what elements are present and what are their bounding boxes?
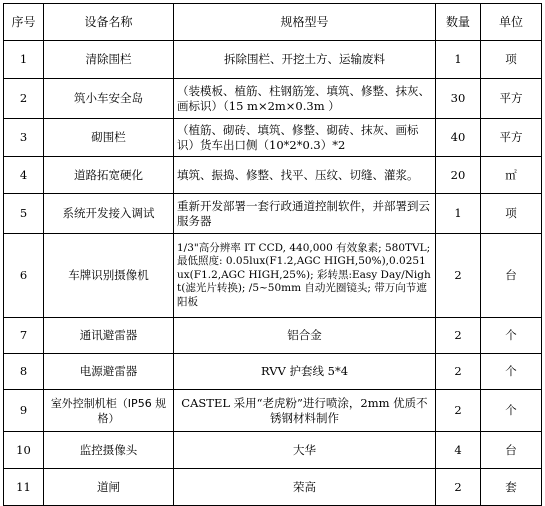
table-row bbox=[4, 318, 542, 354]
row-spec: 荣高 bbox=[174, 469, 436, 506]
row-qty: 40 bbox=[436, 119, 481, 157]
row-name: 监控摄像头 bbox=[44, 432, 174, 469]
row-spec: CASTEL 采用“老虎粉”进行喷涂，2mm 优质不锈钢材料制作 bbox=[174, 390, 436, 432]
row-qty: 20 bbox=[436, 157, 481, 194]
row-index: 10 bbox=[4, 432, 44, 469]
row-unit: 个 bbox=[481, 354, 542, 390]
row-name: 道路拓宽硬化 bbox=[44, 157, 174, 194]
row-name: 电源避雷器 bbox=[44, 354, 174, 390]
row-spec: （装模板、植筋、柱钢筋笼、填筑、修整、抹灰、画标识）（15 m×2m×0.3m ） bbox=[174, 79, 436, 119]
equipment-table-container bbox=[3, 3, 542, 506]
row-qty: 30 bbox=[436, 79, 481, 119]
table-row bbox=[4, 432, 542, 469]
row-qty: 2 bbox=[436, 354, 481, 390]
table-header-row bbox=[4, 4, 542, 41]
row-index: 11 bbox=[4, 469, 44, 506]
row-index: 2 bbox=[4, 79, 44, 119]
row-qty: 4 bbox=[436, 432, 481, 469]
row-qty: 2 bbox=[436, 390, 481, 432]
row-qty: 2 bbox=[436, 234, 481, 318]
row-unit: 项 bbox=[481, 194, 542, 234]
row-qty: 2 bbox=[436, 318, 481, 354]
row-spec: 填筑、振捣、修整、找平、压纹、切缝、灌浆。 bbox=[174, 157, 436, 194]
header-qty: 数量 bbox=[436, 4, 481, 41]
table-row bbox=[4, 390, 542, 432]
row-index: 4 bbox=[4, 157, 44, 194]
row-unit: 个 bbox=[481, 390, 542, 432]
row-unit: 个 bbox=[481, 318, 542, 354]
row-name: 通讯避雷器 bbox=[44, 318, 174, 354]
row-index: 7 bbox=[4, 318, 44, 354]
row-index: 6 bbox=[4, 234, 44, 318]
row-name: 道闸 bbox=[44, 469, 174, 506]
row-name: 砌围栏 bbox=[44, 119, 174, 157]
row-spec: 拆除围栏、开挖土方、运输废料 bbox=[174, 41, 436, 79]
row-unit: 套 bbox=[481, 469, 542, 506]
row-spec: 铝合金 bbox=[174, 318, 436, 354]
row-qty: 2 bbox=[436, 469, 481, 506]
row-spec: （植筋、砌砖、填筑、修整、砌砖、抹灰、画标识）货车出口侧（10*2*0.3）*2 bbox=[174, 119, 436, 157]
row-name: 系统开发接入调试 bbox=[44, 194, 174, 234]
table-row bbox=[4, 119, 542, 157]
table-row bbox=[4, 41, 542, 79]
row-unit: 台 bbox=[481, 432, 542, 469]
row-name: 车牌识别摄像机 bbox=[44, 234, 174, 318]
row-spec: 大华 bbox=[174, 432, 436, 469]
table-row bbox=[4, 79, 542, 119]
row-index: 8 bbox=[4, 354, 44, 390]
row-name: 清除围栏 bbox=[44, 41, 174, 79]
row-unit: 台 bbox=[481, 234, 542, 318]
row-index: 1 bbox=[4, 41, 44, 79]
header-index: 序号 bbox=[4, 4, 44, 41]
row-unit: 平方 bbox=[481, 119, 542, 157]
row-qty: 1 bbox=[436, 194, 481, 234]
table-row bbox=[4, 469, 542, 506]
row-index: 9 bbox=[4, 390, 44, 432]
row-name: 室外控制机柜（IP56 规格） bbox=[44, 390, 174, 432]
row-spec: 1/3"高分辨率 IT CCD, 440,000 有效象素; 580TVL; 最低照度: 0.05lux(F1.2,AGC HIGH,50%),0.0251ux(F1.2,AGC HIGH,25%); 彩转黑:Easy Day/Night(滤光片转换); /5~50mm 自动光圈镜头; 带万向节遮阳板 bbox=[174, 234, 436, 318]
table-row bbox=[4, 194, 542, 234]
row-unit: 项 bbox=[481, 41, 542, 79]
equipment-table bbox=[3, 3, 542, 506]
row-unit: ㎡ bbox=[481, 157, 542, 194]
table-row bbox=[4, 157, 542, 194]
row-spec: 重新开发部署一套行政通道控制软件，并部署到云服务器 bbox=[174, 194, 436, 234]
header-spec: 规格型号 bbox=[174, 4, 436, 41]
row-index: 5 bbox=[4, 194, 44, 234]
row-unit: 平方 bbox=[481, 79, 542, 119]
table-row bbox=[4, 234, 542, 318]
header-name: 设备名称 bbox=[44, 4, 174, 41]
table-row bbox=[4, 354, 542, 390]
row-spec: RVV 护套线 5*4 bbox=[174, 354, 436, 390]
header-unit: 单位 bbox=[481, 4, 542, 41]
row-qty: 1 bbox=[436, 41, 481, 79]
row-index: 3 bbox=[4, 119, 44, 157]
row-name: 筑小车安全岛 bbox=[44, 79, 174, 119]
